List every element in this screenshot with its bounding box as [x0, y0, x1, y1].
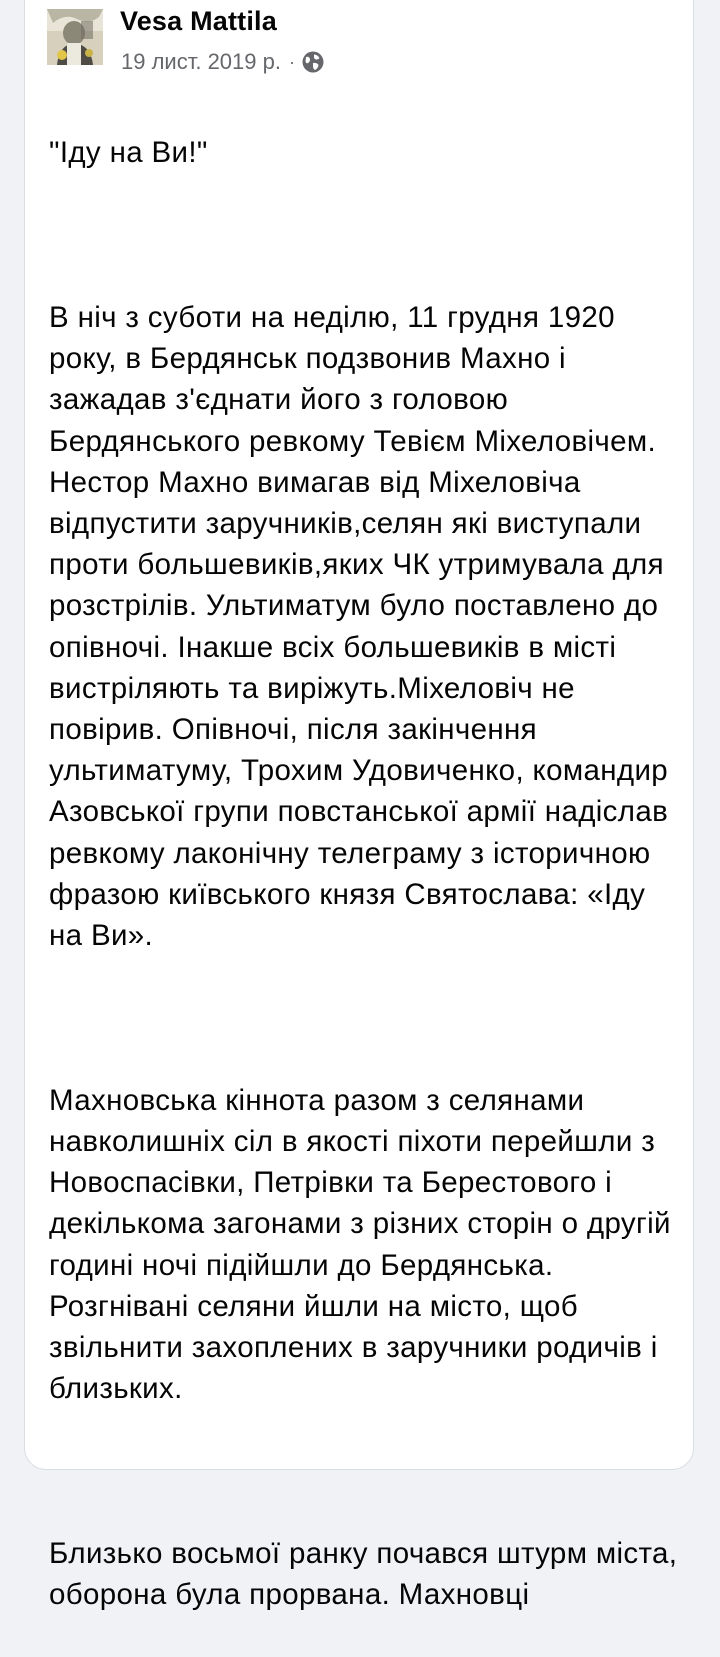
globe-icon	[301, 50, 325, 74]
post-paragraph: Махновська кіннота разом з селянами навколишніх сіл в якості піхоти перейшли з Новоспасівки, Петрівки та Берестового і декількома загонами з різних сторін о другій годині ночі підійшли до Бердянська. Розгнівані селяни йшли на місто, щоб звільнити захоплених в заручники родичів і близьких.	[49, 1083, 671, 1406]
post-header	[25, 1, 693, 74]
author-name[interactable]: Vesa Mattila	[120, 6, 277, 36]
meta-separator: ·	[288, 51, 295, 72]
post-paragraph: Близько восьмої ранку почався штурм міста, оборона була прорвана. Махновці	[49, 1537, 678, 1612]
avatar-photo	[47, 9, 103, 65]
post-paragraph: "Іду на Ви!"	[49, 136, 208, 170]
post-meta	[121, 48, 325, 76]
post-date[interactable]: 19 лист. 2019 р.	[121, 49, 281, 74]
post-card	[24, 0, 694, 1612]
post-paragraph: В ніч з суботи на неділю, 11 грудня 1920 року, в Бердянськ подзвонив Махно і зажадав з'єднати його з головою Бердянського ревкому Тевієм Міхеловічем. Нестор Махно вимагав від Міхеловіча відпустити заручників,селян які виступали проти большевиків,яких ЧК утримувала для розстрілів. Ультиматум було поставлено до опівночі. Інакше всіх большевиків в місті вистріляють та виріжуть.Міхеловіч не повірив. Опівночі, після закінчення ультиматуму, Трохим Удовиченко, командир Азовської групи повстанської армії надіслав ревкому лаконічну телеграму з історичною фразою київського князя Святослава: «Іду на Ви».	[49, 301, 669, 953]
post-body	[49, 91, 679, 1657]
author-avatar[interactable]	[47, 9, 103, 65]
